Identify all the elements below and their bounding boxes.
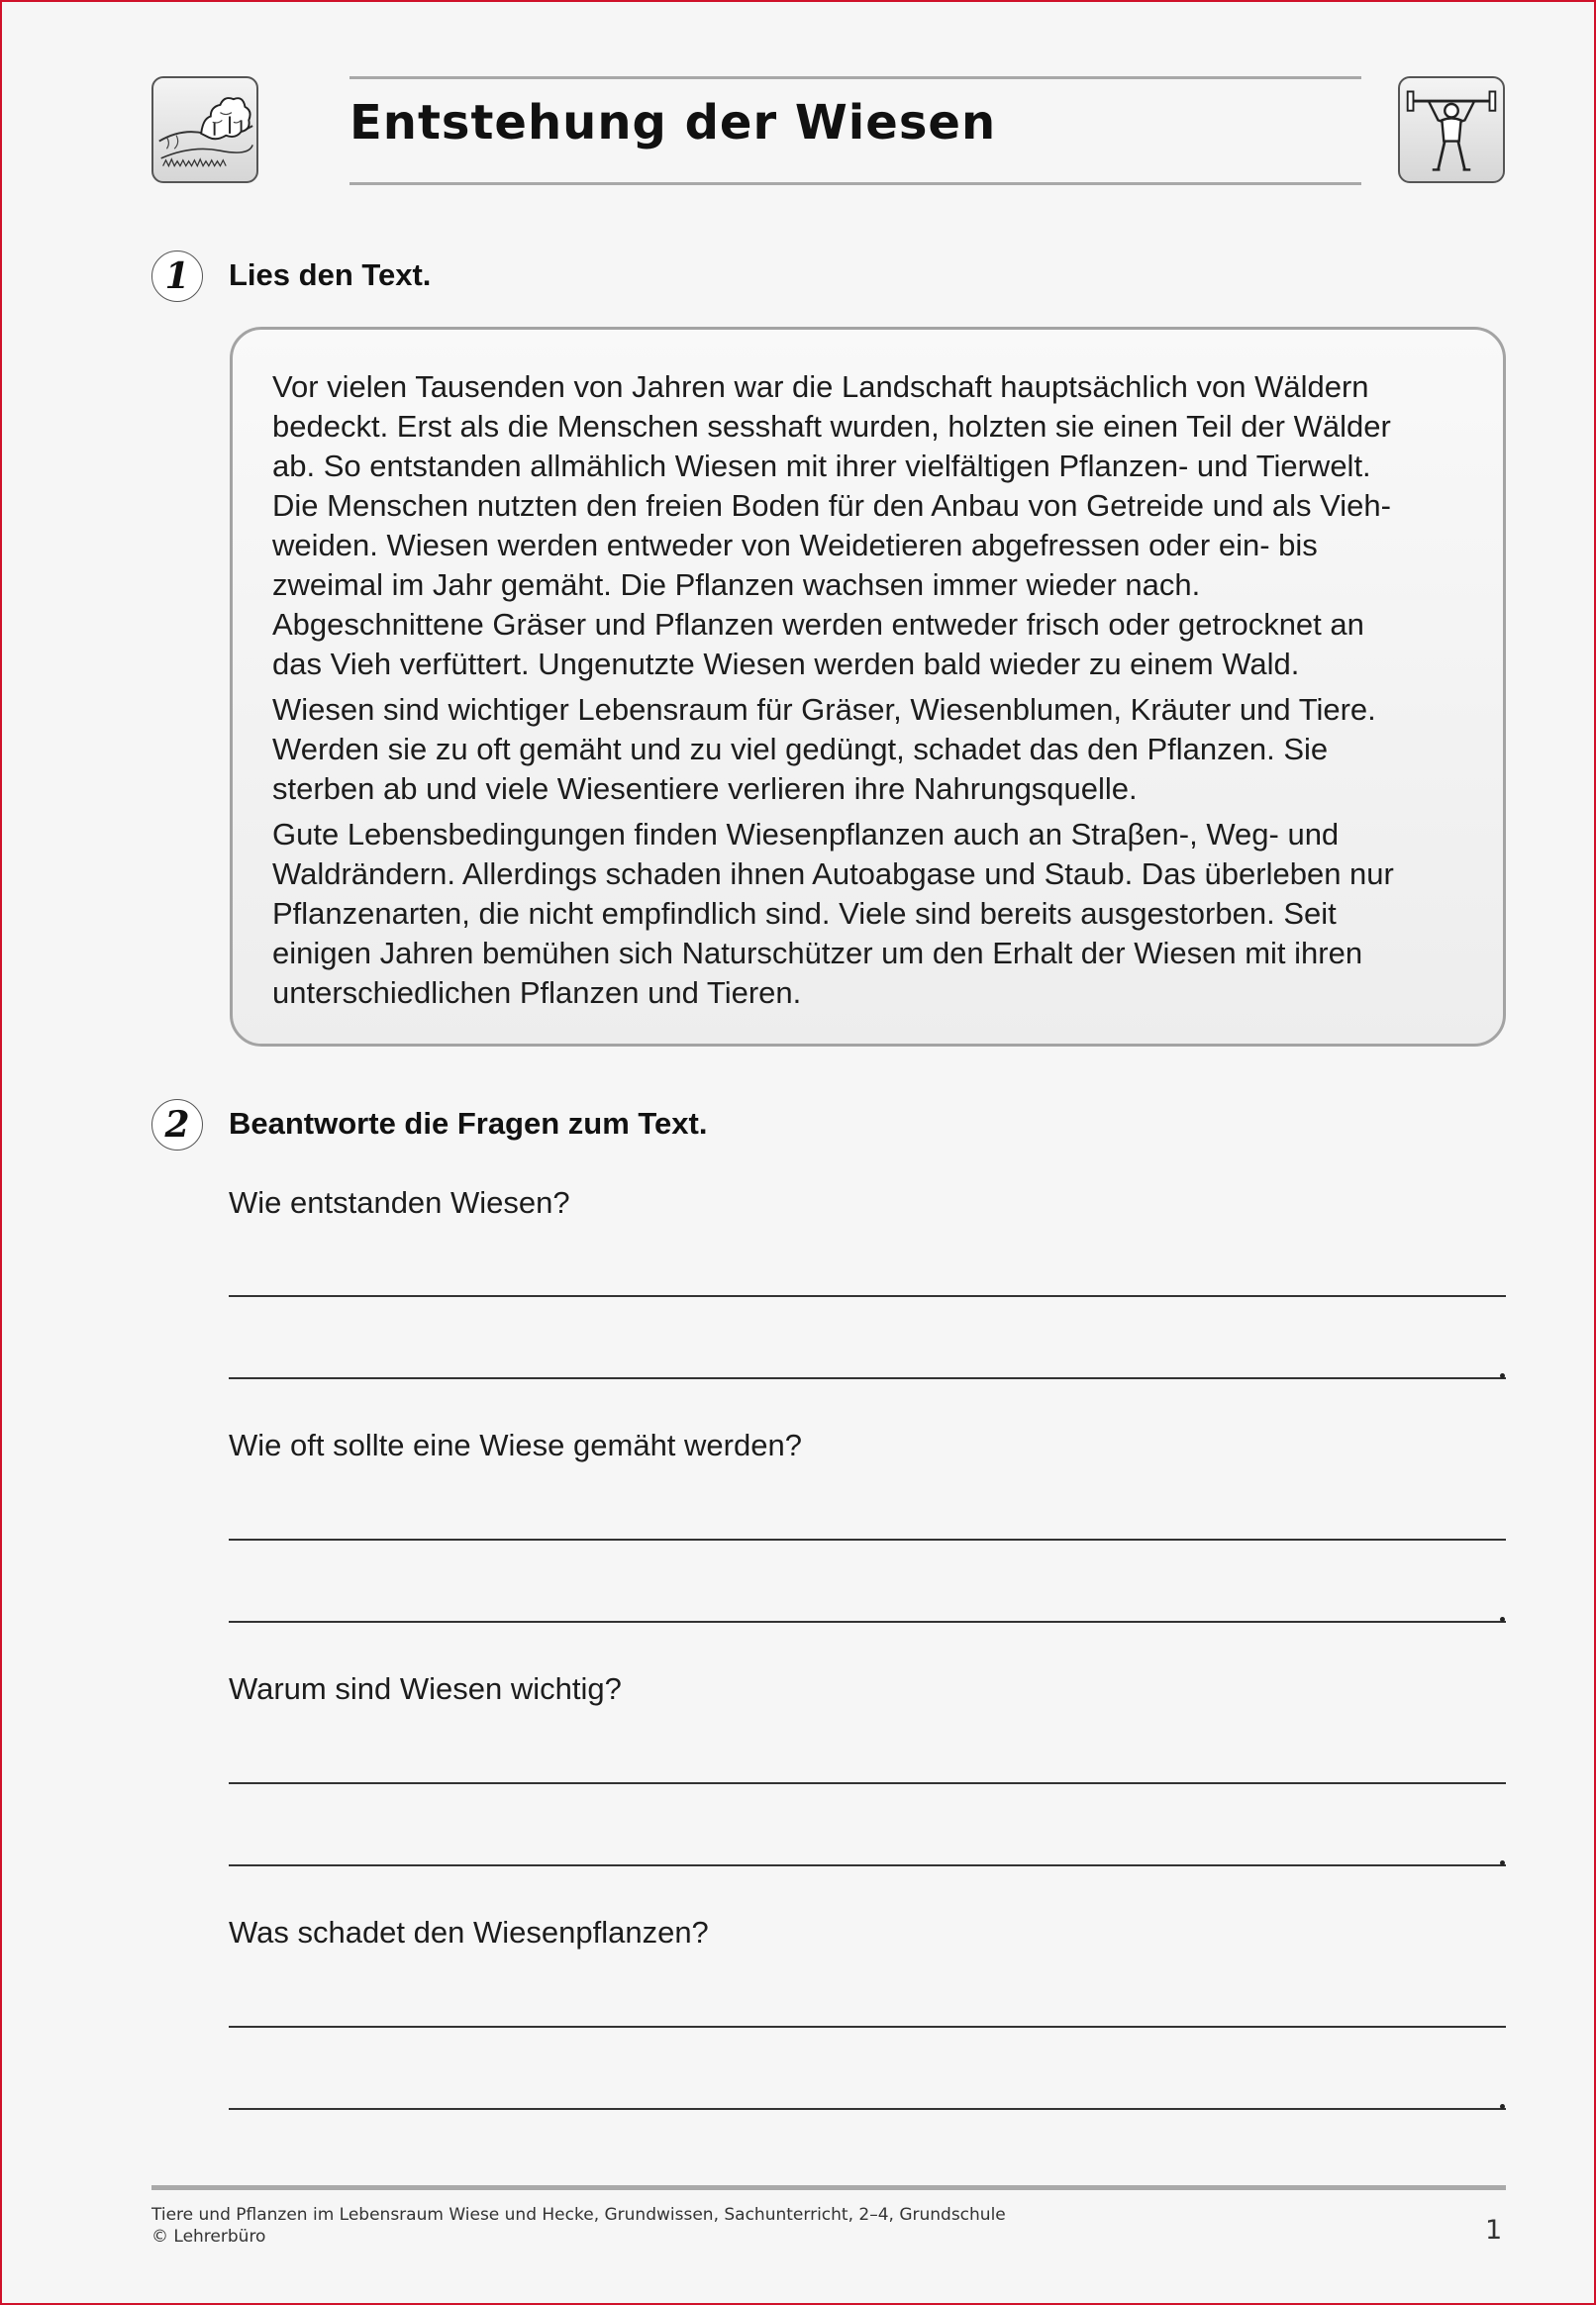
text-line: Waldrändern. Allerdings schaden ihnen Autoabgase und Staub. Das überleben nur <box>272 856 1394 891</box>
task-2-instruction: Beantworte die Fragen zum Text. <box>229 1106 708 1141</box>
text-line: bedeckt. Erst als die Menschen sesshaft wurden, holzten sie einen Teil der Wälder <box>272 409 1391 444</box>
text-line: Gute Lebensbedingungen finden Wiesenpflanzen auch an Straβen-, Weg- und <box>272 817 1340 852</box>
text-line: Vor vielen Tausenden von Jahren war die Landschaft hauptsächlich von Wäldern <box>272 369 1369 404</box>
text-line: Pflanzenarten, die nicht empfindlich sind. Viele sind bereits ausgestorben. Seit <box>272 896 1337 931</box>
text-line: Werden sie zu oft gemäht und zu viel gedüngt, schadet das den Pflanzen. Sie <box>272 732 1329 766</box>
title-rule-top <box>349 76 1361 79</box>
answer-line-2a[interactable] <box>229 1539 1506 1541</box>
weightlifter-icon <box>1398 76 1505 183</box>
text-line: einigen Jahren bemühen sich Naturschützer um den Erhalt der Wiesen mit ihren <box>272 936 1363 970</box>
text-line: unterschiedlichen Pflanzen und Tieren. <box>272 975 802 1010</box>
answer-line-2b[interactable] <box>229 1621 1506 1623</box>
text-line: weiden. Wiesen werden entweder von Weidetieren abgefressen oder ein- bis <box>272 528 1318 562</box>
text-line: ab. So entstanden allmählich Wiesen mit ihrer vielfältigen Pflanzen- und Tierwelt. <box>272 449 1371 483</box>
footer-source: Tiere und Pflanzen im Lebensraum Wiese und Hecke, Grundwissen, Sachunterricht, 2–4, Grundschule <box>151 2205 1006 2225</box>
task-1-instruction: Lies den Text. <box>229 257 432 292</box>
text-line: das Vieh verfüttert. Ungenutzte Wiesen werden bald wieder zu einem Wald. <box>272 647 1300 681</box>
line-end-dot <box>1500 2104 1505 2109</box>
text-line: Die Menschen nutzten den freien Boden für den Anbau von Getreide und als Vieh- <box>272 488 1391 523</box>
text-line: Wiesen sind wichtiger Lebensraum für Gräser, Wiesenblumen, Kräuter und Tiere. <box>272 692 1376 727</box>
answer-line-3b[interactable] <box>229 1864 1506 1866</box>
line-end-dot <box>1500 1373 1505 1378</box>
line-end-dot <box>1500 1617 1505 1622</box>
footer-copyright: © Lehrerbüro <box>151 2227 266 2247</box>
footer-rule <box>151 2185 1506 2190</box>
text-line: zweimal im Jahr gemäht. Die Pflanzen wachsen immer wieder nach. <box>272 567 1201 602</box>
question-3: Warum sind Wiesen wichtig? <box>229 1671 622 1706</box>
text-paragraph-3 <box>272 815 1467 1013</box>
text-line: Abgeschnittene Gräser und Pflanzen werden entweder frisch oder getrocknet an <box>272 607 1364 642</box>
title-rule-bottom <box>349 182 1361 185</box>
text-line: sterben ab und viele Wiesentiere verlieren ihre Nahrungsquelle. <box>272 771 1138 806</box>
answer-line-4b[interactable] <box>229 2108 1506 2110</box>
answer-line-4a[interactable] <box>229 2026 1506 2028</box>
answer-line-3a[interactable] <box>229 1782 1506 1784</box>
task-number-1: 1 <box>151 251 203 302</box>
text-paragraph-1 <box>272 367 1467 684</box>
page-number: 1 <box>1485 2215 1503 2246</box>
answer-line-1b[interactable] <box>229 1377 1506 1379</box>
reading-text-box <box>230 327 1506 1047</box>
answer-line-1a[interactable] <box>229 1295 1506 1297</box>
text-paragraph-2 <box>272 690 1467 809</box>
page-title: Entstehung der Wiesen <box>349 95 997 150</box>
question-1: Wie entstanden Wiesen? <box>229 1185 570 1220</box>
task-number-2: 2 <box>151 1099 203 1151</box>
meadow-landscape-icon <box>151 76 258 183</box>
question-2: Wie oft sollte eine Wiese gemäht werden? <box>229 1428 802 1462</box>
line-end-dot <box>1500 1860 1505 1865</box>
question-4: Was schadet den Wiesenpflanzen? <box>229 1915 709 1950</box>
